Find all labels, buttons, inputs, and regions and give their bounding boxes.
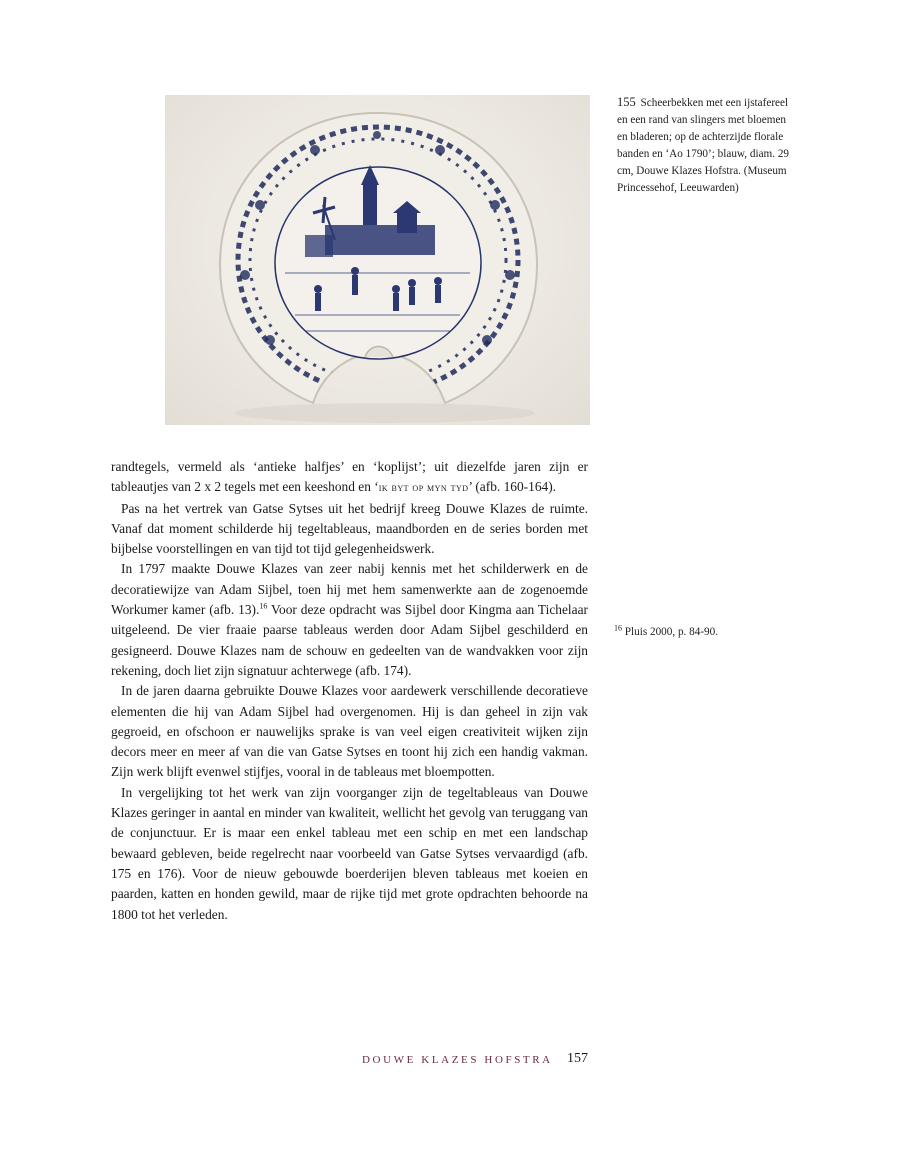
paragraph-3-part-2: Voor deze opdracht was Sijbel door Kingma aan Tichelaar uitgeleend. De vier fraaie paarse tableaus werden door Adam Sijbel geschilderd en gesigneerd. Douwe Klazes nam de schouw en gedeelten van de wandvakken voor zijn rekening, doch liet zijn signatuur achterwege (afb. 174).: [111, 602, 588, 678]
footnote: [614, 624, 814, 640]
footnote-number: 16: [614, 623, 622, 633]
paragraph-3-part-1: In 1797 maakte Douwe Klazes van zeer nabij kennis met het schilderwerk en de decoratiewijze van Adam Sijbel, toen hij met hem samenwerkte aan de zogenoemde Workumer kamer (afb. 13).: [111, 561, 588, 618]
paragraph-4: In de jaren daarna gebruikte Douwe Klazes voor aardewerk verschillende decoratieve elementen die hij van Adam Sijbel had overgenomen. Hij is dan geheel in zijn vak gegroeid, en ofschoon er nauwelijks sprake is van veel eigen creativiteit wijken zijn decors meer en meer af van die van Gatse Sytses en toont hij zich een handig vakman. Zijn werk blijft evenwel stijfjes, vooral in de tableaus met bloempotten.: [111, 683, 588, 780]
footnote-text: Pluis 2000, p. 84-90.: [622, 626, 719, 638]
body-text: [111, 457, 588, 925]
footnote-reference[interactable]: 16: [259, 601, 268, 611]
running-title: DOUWE KLAZES HOFSTRA: [362, 1054, 553, 1066]
inscription-smallcaps: ik byt op myn tyd: [378, 482, 469, 495]
page-number: 157: [567, 1051, 588, 1066]
paragraph-3: [111, 559, 588, 681]
caption-text: Scheerbekken met een ijstafereel en een rand van slingers met bloemen en bladeren; op de achterzijde florale banden en ‘Ao 1790’; blauw, diam. 29 cm, Douwe Klazes Hofstra. (Museum Princessehof, Leeuwarden): [617, 97, 790, 194]
paragraph-2: Pas na het vertrek van Gatse Sytses uit het bedrijf kreeg Douwe Klazes de ruimte. Vanaf dat moment schilderde hij tegeltableaus, maandborden en de series borden met bijbelse voorstellingen en van tijd tot tijd gelegenheidswerk.: [111, 500, 588, 557]
figure-caption: [617, 94, 797, 197]
paragraph-1: [111, 457, 588, 499]
paragraph-1-part-2: ’ (afb. 160-164).: [468, 479, 557, 495]
paragraph-1-part-1: randtegels, vermeld als ‘antieke halfjes’ en ‘koplijst’; uit diezelfde jaren zijn er tableautjes van 2 x 2 tegels met een keeshond en ‘: [111, 459, 588, 495]
paragraph-5: In vergelijking tot het werk van zijn voorganger zijn de tegeltableaus van Douwe Klazes geringer in aantal en minder van kwaliteit, wellicht het gevolg van teruggang van de conjunctuur. Er is maar een enkel tableau met een schip en met een landschap bewaard gebleven, beide regelrecht naar voorbeeld van Gatse Sytses vervaardigd (afb. 175 en 176). Voor de nieuw gebouwde boerderijen bleven tableaus met koeien en paarden, katten en honden gewild, maar de rijke tijd met grote opdrachten behoorde na 1800 tot het verleden.: [111, 784, 588, 922]
caption-number: 155: [617, 95, 636, 109]
shaving-basin-photo: [165, 95, 590, 425]
